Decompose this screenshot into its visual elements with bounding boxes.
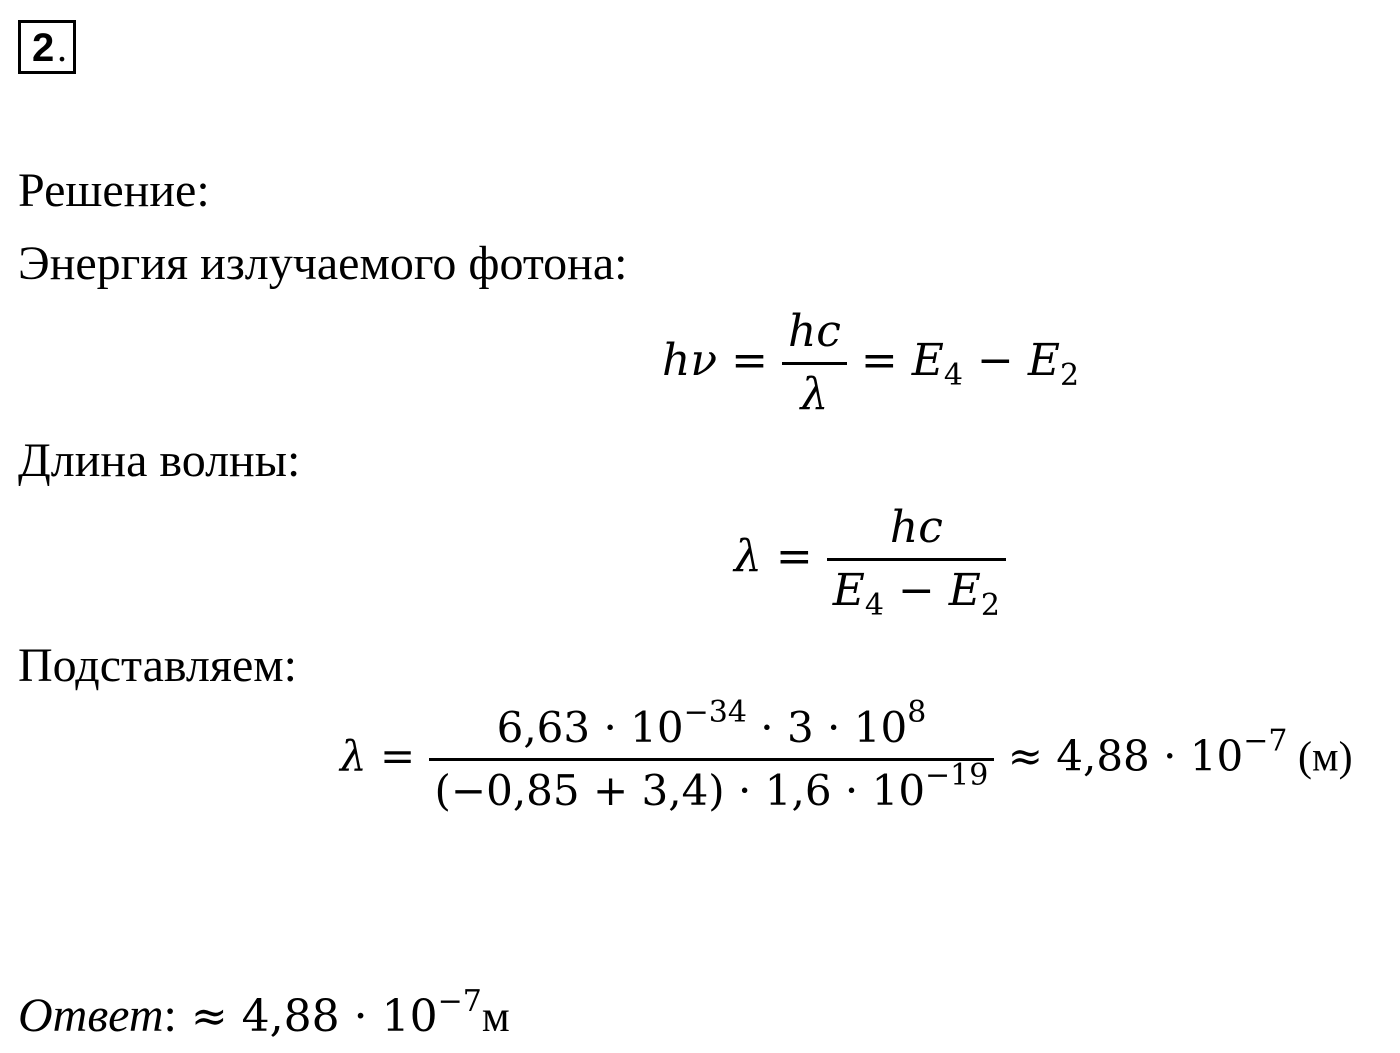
answer-colon: : xyxy=(163,989,177,1042)
formula1-fraction xyxy=(782,306,847,421)
answer-unit: м xyxy=(481,992,510,1041)
formula2-lhs: λ xyxy=(734,531,762,582)
formula3-unit: (м) xyxy=(1287,734,1353,781)
wavelength-label: Длина волны: xyxy=(18,434,301,487)
formula3-eq: = xyxy=(366,731,429,781)
problem-number-dot: . xyxy=(57,25,67,70)
substitute-label: Подставляем: xyxy=(18,639,297,692)
answer-line xyxy=(18,984,510,1043)
formula3-num-a: 6,63 · 10 xyxy=(496,703,684,752)
formula2-fraction xyxy=(827,502,1006,623)
formula3-den-a-sup: −19 xyxy=(925,758,989,793)
formula1-e-b-sub: 2 xyxy=(1059,358,1080,393)
formula2-minus: − xyxy=(883,565,949,616)
formula2-e-b-sub: 2 xyxy=(980,588,1001,623)
formula1-denominator: λ xyxy=(800,369,829,420)
formula1-e-a-sub: 4 xyxy=(943,358,963,393)
solution-heading: Решение: xyxy=(18,164,210,217)
formula1-eq2: = xyxy=(846,335,912,386)
formula2-e-b: E xyxy=(948,565,981,616)
formula-substitution xyxy=(340,695,1353,817)
formula3-result-sup: −7 xyxy=(1243,723,1288,759)
problem-number: 2 xyxy=(32,26,55,70)
formula2-e-a: E xyxy=(832,565,865,616)
formula3-den-a: (−0,85 + 3,4) · 1,6 · 10 xyxy=(434,766,926,815)
formula1-minus: − xyxy=(962,335,1028,386)
formula3-approx: ≈ 4,88 · 10 xyxy=(994,731,1244,781)
answer-value-sup: −7 xyxy=(437,984,482,1019)
formula3-num-b: · 3 · 10 xyxy=(746,703,908,752)
formula2-eq: = xyxy=(761,531,827,582)
formula3-lhs: λ xyxy=(340,731,367,781)
formula1-e-b: E xyxy=(1027,335,1060,386)
formula1-e-a: E xyxy=(911,335,944,386)
formula2-e-a-sub: 4 xyxy=(864,588,884,623)
formula3-fraction xyxy=(429,695,995,817)
formula2-numerator: hc xyxy=(889,502,943,553)
formula1-lhs: hν xyxy=(662,335,718,386)
formula1-numerator: hc xyxy=(787,306,841,357)
formula3-num-a-sup: −34 xyxy=(683,695,747,730)
answer-value: ≈ 4,88 · 10 xyxy=(176,991,438,1042)
formula3-num-b-sup: 8 xyxy=(907,695,927,730)
photon-energy-label: Энергия излучаемого фотона: xyxy=(18,237,628,290)
formula1-eq1: = xyxy=(717,335,782,386)
formula-photon-energy xyxy=(662,306,1079,421)
problem-number-box xyxy=(18,20,76,74)
formula-wavelength xyxy=(734,502,1006,623)
answer-label: Ответ xyxy=(18,989,164,1042)
